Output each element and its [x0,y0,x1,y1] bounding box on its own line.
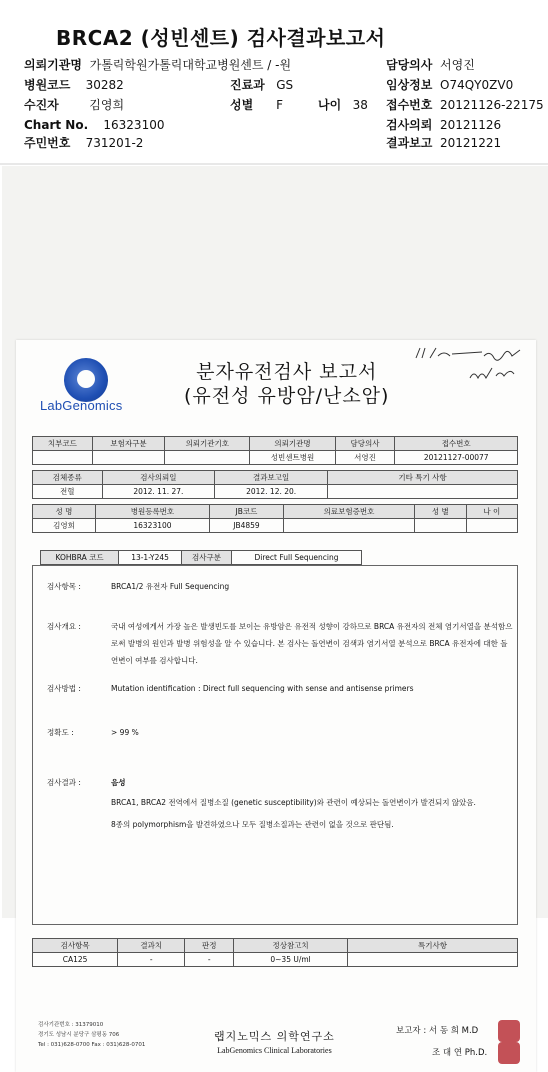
result-text-2: 8종의 polymorphism을 발견하였으나 모두 질병소질과는 관련이 없을 것으로 판단됨. [111,820,394,829]
field-institution: 의뢰기관명 가톨릭학원가톨릭대학교병원센트 / -원 [24,58,292,72]
field-doctor: 담당의사 서영진 [386,58,475,72]
field-age: 나이 38 [318,98,368,112]
field-request-date: 검사의뢰 20121126 [386,118,502,132]
kohbra-table: KOHBRA 코드 13-1-Y245 검사구분 Direct Full Sequencing [40,550,362,565]
report-header [0,0,548,165]
labgenomics-logo: LabGenomics [40,358,140,418]
report-title: 분자유전검사 보고서 (유전성 유방암/난소암) [184,361,390,407]
field-receipt-no: 접수번호 20121126-22175 [386,98,544,112]
marker-table: 검사항목 결과치 판정 정상참고치 특기사항 CA125 - - 0~35 U/ml [32,938,518,967]
field-hospital-code: 병원코드 30282 [24,78,124,92]
field-chart-no: Chart No. 16323100 [24,118,165,132]
info-table-3: 성 명 병원등록번호 JB코드 의료보험증번호 성 별 나 이 김영희 16323100 JB4859 [32,504,518,533]
header-divider [0,163,548,165]
field-sex: 성별 F [230,98,283,112]
field-report-date: 결과보고 20121221 [386,136,502,150]
field-resident-no: 주민번호 731201-2 [24,136,144,150]
field-clinical-info: 임상정보 O74QY0ZV0 [386,78,514,92]
test-details: 검사항목 : BRCA1/2 유전자 Full Sequencing 검사개요 : 국내 여성에게서 가장 높은 발생빈도를 보이는 유방암은 유전적 성향이 강하므로 BRCA 유전자의 전체 염기서열을 분석함으로써 발병의 원인과 발병 위험성을 알 수 있습니다. 본 검사는 돌연변이 검색과 염기서열 분석으로 BRCA 유전자에 대한 돌연변이 여부를 검사합니다. 검사방법 : Mutation identification : Direct full sequencing with sense and antisense primers 정확도 : > 99 % 검사결과 : 음성 BRCA1, BRCA2 전역에서 질병소질 (genetic susceptibility)와 관련이 예상되는 돌연변이가 발견되지 않았음. 8종의 polymorphism을 발견하였으나 모두 질병소질과는 관련이 없을 것으로 판단됨. [32,565,518,925]
result-text-1: BRCA1, BRCA2 전역에서 질병소질 (genetic susceptibility)와 관련이 예상되는 돌연변이가 발견되지 않았음. [111,798,476,807]
report-paper [16,340,536,1072]
field-department: 진료과 GS [230,78,294,92]
lab-address: 검사기관번호 : 31379010 경기도 성남시 분당구 삼평동 706 Tel : 031)628-0700 Fax : 031)628-0701 [38,1022,146,1048]
lab-name: 랩지노믹스 의학연구소 LabGenomics Clinical Laboratories [214,1030,335,1055]
reporters: 보고자 : 서 동 희 M.D 조 대 연 Ph.D. [396,1026,488,1058]
seal-stamp-icon [498,1020,520,1042]
scanned-report [2,166,548,1058]
info-table-2: 검체종류 검사의뢰일 결과보고일 기타 특기 사항 전혈 2012. 11. 27. 2012. 12. 20. [32,470,518,499]
handwritten-note [412,344,532,384]
field-patient: 수진자 김영희 [24,98,125,112]
page-title: BRCA2 (성빈센트) 검사결과보고서 [56,26,386,50]
seal-stamp-icon [498,1042,520,1064]
info-table-1: 치부코드 보험자구분 의뢰기관기호 의뢰기관명 담당의사 접수번호 성빈센트병원 서영진 20121127-00077 [32,436,518,465]
